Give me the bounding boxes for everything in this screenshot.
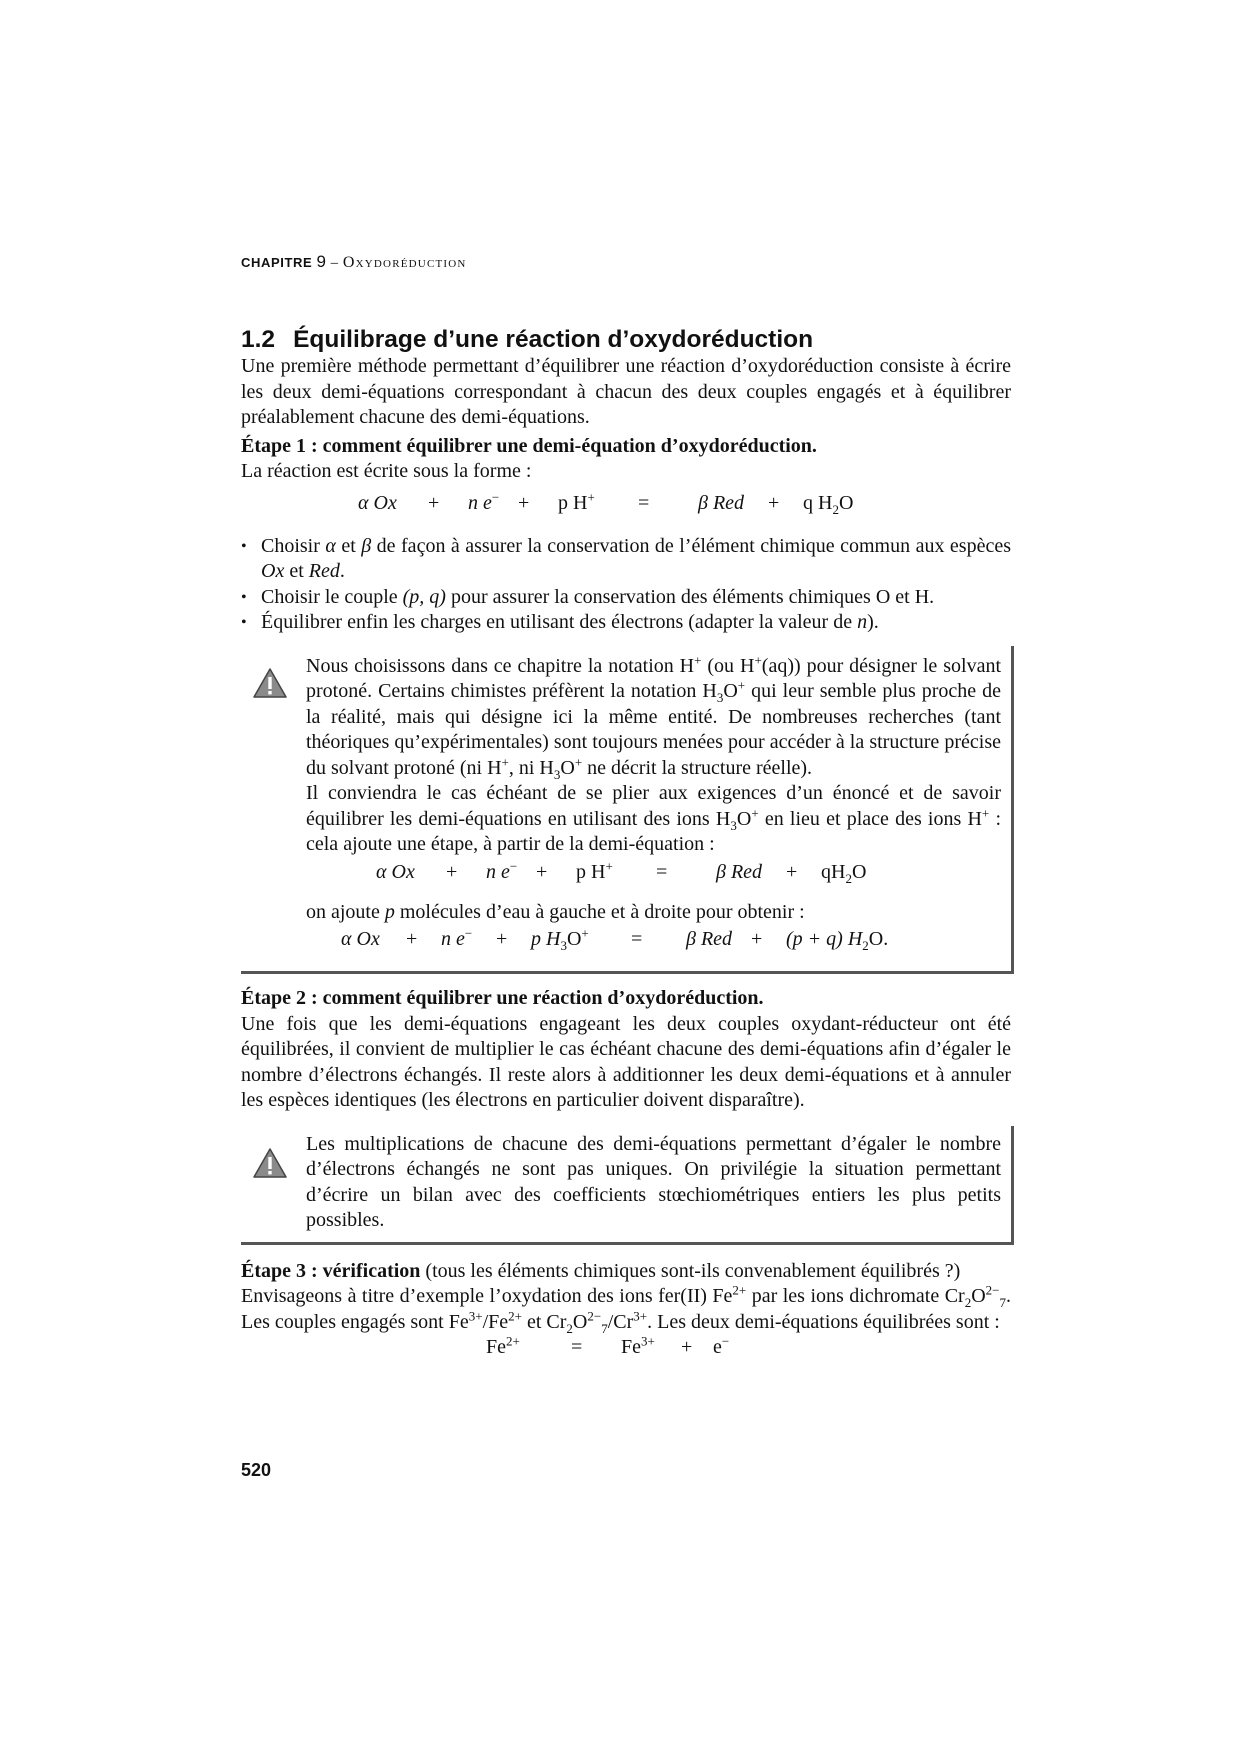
equation-4: $Fe^{2+}$ = $Fe^{3+}$ + e−	[241, 1335, 1011, 1367]
eq1-alpha-ox: α Ox	[358, 491, 397, 514]
step2-heading: Étape 2 : comment équilibrer une réaction d’oxydoréduction.	[241, 987, 764, 1009]
eq2-plus-2: +	[536, 860, 548, 883]
eq3-alpha-ox: α Ox	[341, 928, 380, 950]
eq3-pq-h2o: (p + q) H	[786, 928, 863, 950]
eq1-plus-3: +	[768, 491, 780, 514]
eq3-plus-3: +	[751, 928, 763, 950]
eq2-ph: p H	[576, 860, 606, 883]
eq3-ph3o: p H	[531, 928, 561, 950]
eq2-qh2o: qH	[821, 860, 846, 883]
warning-triangle-icon	[253, 1148, 287, 1178]
warning1-paragraph-2: Il conviendra le cas échéant de se plier aux exigences d’un énoncé et de savoir équilibrer les demi-équations en utilisant des ions $H_3O^+$ en lieu et place des ions H+ : cela ajoute une étape, à partir de la demi-équation :	[306, 782, 1002, 855]
eq2-plus-1: +	[446, 860, 458, 883]
eq3-ne: n e	[441, 928, 465, 950]
eq3-beta-red: β Red	[686, 928, 733, 950]
eq4-e: e	[713, 1336, 722, 1358]
step3-paragraph: Envisageons à titre d’exemple l’oxydation des ions fer(II) $Fe^{2+}$ par les ions dichromate $Cr_2O^{2-}_7$. Les couples engagés sont $Fe^{3+}/Fe^{2+}$ et $Cr_2O^{2-}_7/Cr^{3+}$. Les deux demi-équations équilibrées sont :	[241, 1282, 1011, 1336]
running-header	[241, 252, 467, 272]
eq1-plus-2: +	[518, 491, 530, 514]
body-flow	[241, 354, 1011, 1367]
eq3-plus-2: +	[496, 928, 508, 950]
chapter-word: CHAPITRE	[241, 255, 313, 270]
equation-1	[241, 488, 1011, 531]
step1-bullets	[241, 534, 1011, 636]
page-number: 520	[241, 1460, 272, 1480]
chapter-title: Oxydoréduction	[342, 254, 467, 271]
eq1-equals: =	[638, 491, 650, 514]
eq1-plus-sup: +	[587, 488, 595, 504]
eq2-alpha-ox: α Ox	[376, 860, 415, 883]
eq3-plus-1: +	[406, 928, 418, 950]
chapter-number: 9	[316, 252, 327, 271]
step3-heading-line	[241, 1259, 1011, 1285]
warning-triangle-icon	[253, 668, 287, 698]
eq1-sub2: 2	[832, 501, 839, 517]
eq1-ne: n e	[468, 491, 492, 514]
eq2-plus-3: +	[786, 860, 798, 883]
bullet-2: • Choisir le couple (p, q) pour assurer la conservation des éléments chimiques O et H.	[241, 585, 1011, 611]
eq2-equals: =	[656, 860, 668, 883]
warning1-paragraph-1: Nous choisissons dans ce chapitre la notation H+ (ou H+(aq)) pour désigner le solvant protoné. Certains chimistes préfèrent la notation $H_3O^+$ qui leur semble plus proche de la réalité, mais qui désigne ici la même entité. De nombreuses recherches (tant théoriques qu’expérimentales) sont toujours menées pour accéder à la structure précise du solvant protoné (ni H+, ni $H_3O^+$ ne décrit la structure réelle).	[306, 651, 1002, 782]
eq4-fe3: Fe	[621, 1336, 641, 1358]
eq1-plus-1: +	[428, 491, 440, 514]
warning2-paragraph: Les multiplications de chacune des demi-équations permettant d’égaler le nombre d’électrons échangés ne sont pas uniques. On privilégie la situation permettant d’écrire un bilan avec des coefficients stœchiométriques entiers les plus petits possibles.	[306, 1132, 1001, 1231]
header-separator: –	[330, 255, 339, 271]
eq2-beta-red: β Red	[716, 860, 763, 883]
step3-heading-rest: (tous les éléments chimiques sont-ils convenablement équilibrés ?)	[420, 1259, 961, 1282]
section-title: Équilibrage d’une réaction d’oxydoréduction	[293, 326, 814, 353]
eq1-o: O	[838, 491, 854, 514]
bullet-1: • Choisir α et β de façon à assurer la conservation de l’élément chimique commun aux espèces Ox et Red.	[241, 534, 1011, 585]
step2-paragraph: Une fois que les demi-équations engageant les deux couples oxydant-réducteur ont été équilibrées, il convient de multiplier le cas échéant chacune des demi-équations afin d’égaler le nombre d’électrons échangés. Il reste alors à additionner les deux demi-équations et à annuler les espèces identiques (les électrons en particulier doivent disparaître).	[241, 1012, 1011, 1111]
eq2-ne: n e	[486, 860, 510, 883]
eq4-fe2: Fe	[486, 1336, 506, 1358]
step1-line: La réaction est écrite sous la forme :	[241, 460, 532, 482]
eq1-beta-red: β Red	[698, 491, 745, 514]
eq1-ph: p H	[558, 491, 588, 514]
intro-paragraph: Une première méthode permettant d’équilibrer une réaction d’oxydoréduction consiste à écrire les deux demi-équations correspondant à chacun des deux couples engagés et à équilibrer préalablement chacune des demi-équations.	[241, 355, 1011, 428]
equation-2: α Ox + n e− + p H+ = β Red + $qH_2O$	[376, 857, 867, 886]
step3-heading: Étape 3 : vérification	[241, 1259, 421, 1282]
warning-box-2	[241, 1126, 1014, 1245]
equation-3: α Ox + n e− + p $H_3O^+$ = β Red + (p + q) $H_2O$.	[341, 925, 889, 953]
eq4-equals: =	[571, 1336, 583, 1358]
warning-box-1	[241, 646, 1014, 975]
eq1-minus-sup: −	[491, 488, 500, 504]
eq4-plus: +	[681, 1336, 693, 1358]
section-heading	[241, 326, 813, 354]
bullet-3: • Équilibrer enfin les charges en utilisant des électrons (adapter la valeur de n).	[241, 610, 1011, 636]
eq3-equals: =	[631, 928, 643, 950]
section-number: 1.2	[241, 326, 276, 353]
warning1-paragraph-3: on ajoute p molécules d’eau à gauche et à droite pour obtenir :	[306, 900, 805, 923]
eq1-qh2o: q H	[803, 491, 833, 514]
step1-heading: Étape 1 : comment équilibrer une demi-équation d’oxydoréduction.	[241, 434, 817, 457]
